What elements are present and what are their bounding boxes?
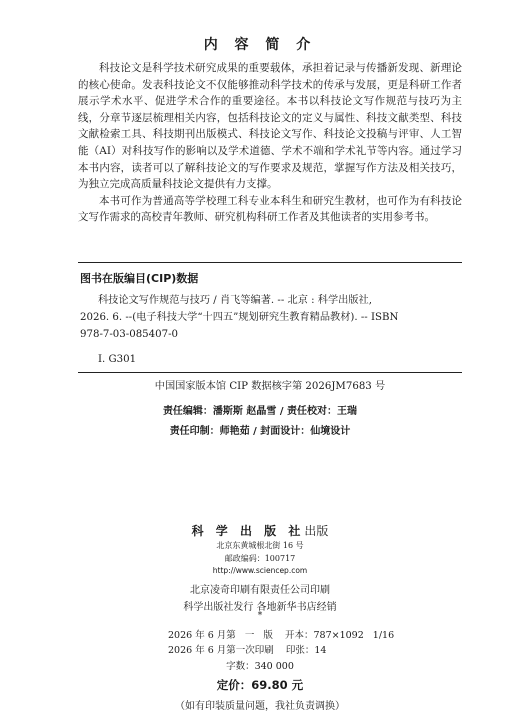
cip-data-number: 中国国家版本馆 CIP 数据核字第 2026JM7683 号 (154, 381, 386, 392)
production-credits: 责任印制：师艳茹 / 封面设计：仙境设计 (169, 426, 351, 437)
printing-info: 2026 年 6 月第一次印刷 印张：14 (168, 645, 327, 656)
cip-line-3: 978-7-03-085407-0 (80, 329, 179, 340)
summary-paragraph-1: 科技论文是科学技术研究成果的重要载体，承担着记录与传播新发现、新理论的核心使命。发表科技论文不仅能够推动科学技术的传承与发展，更是科研工作者展示学术水平、促进学术合作的重要途径。本书以科技论文写作规范与技巧为主线，分章节逐层梳理相关内容，包括科技论文的定义与属性、科技文献类型、科技文献检索工具、科技期刊出版模式、科技论文写作、科技论文投稿与评审、人工智能（AI）对科技写作的影响以及学术道德、学术不端和学术礼节等内容。通过学习本书内容，读者可以了解科技论文的写作要求及规范，掌握写作方法及相关技巧，为独立完成高质量科技论文提供有力支撑。 (78, 62, 462, 191)
printer: 北京凌奇印刷有限责任公司印刷 (190, 585, 330, 596)
cip-line-2: 2026. 6. --(电子科技大学“十四五”规划研究生教育精品教材). -- ISBN (80, 312, 399, 323)
summary-text (78, 60, 462, 226)
cip-bottom-rule (78, 372, 462, 373)
publisher-address: 北京东黄城根北街 16 号 (216, 541, 304, 550)
separator-star: * (257, 611, 263, 621)
editor-credits: 责任编辑：潘斯斯 赵晶雪 / 责任校对：王瑞 (162, 406, 358, 417)
publisher-name-suffix: 出版 (304, 524, 329, 538)
publisher-name (0, 522, 520, 539)
cip-line-1: 科技论文写作规范与技巧 / 肖飞等编著. -- 北京 : 科学出版社, (98, 295, 372, 306)
publisher-postcode: 邮政编码：100717 (224, 554, 296, 563)
cip-heading: 图书在版编目(CIP)数据 (80, 272, 199, 285)
quality-note: （如有印装质量问题，我社负责调换） (175, 701, 345, 712)
summary-paragraph-2: 本书可作为普通高等学校理工科专业本科生和研究生教材，也可作为有科技论文写作需求的高校青年教师、研究机构科研工作者及其他读者的实用参考书。 (78, 194, 462, 224)
publisher-url: http://www.sciencep.com (212, 566, 308, 575)
summary-title: 内 容 简 介 (203, 37, 317, 53)
word-count: 字数：340 000 (226, 661, 294, 672)
publisher-name-logo: 科 学 出 版 社 (191, 524, 305, 538)
distribution: 科学出版社发行 各地新华书店经销 (183, 602, 337, 613)
price: 定价：69.80 元 (216, 678, 304, 692)
cip-record (80, 292, 462, 368)
edition-info: 2026 年 6 月第 一 版 开本：787×1092 1/16 (168, 630, 395, 641)
cip-top-rule (78, 262, 462, 263)
cip-line-4: Ⅰ. G301 (98, 354, 137, 365)
